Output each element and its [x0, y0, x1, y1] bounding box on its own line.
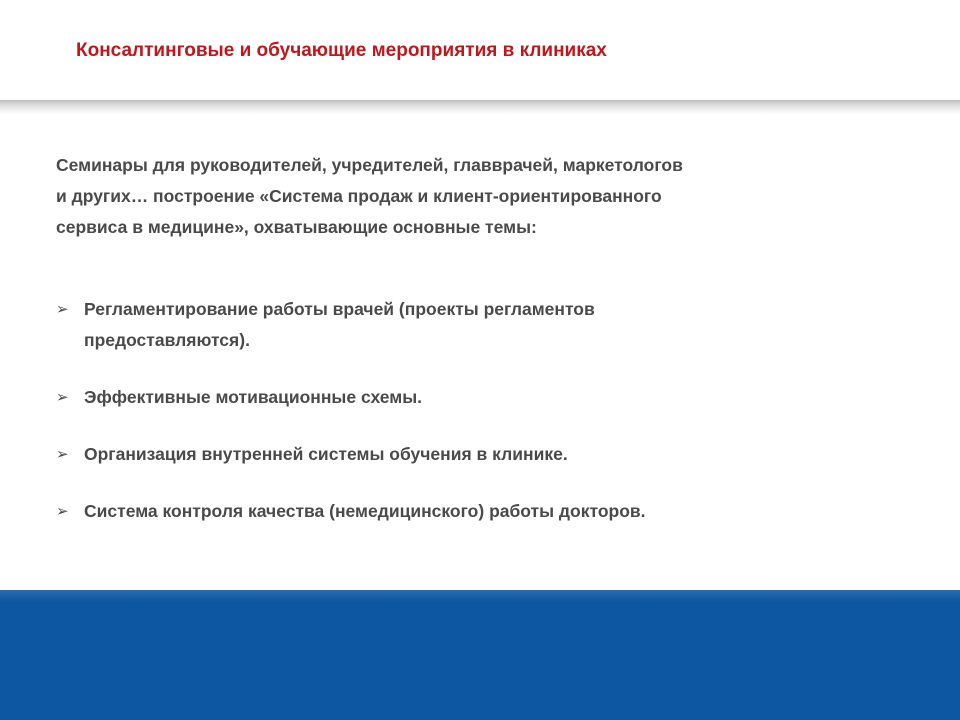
list-item-text: Организация внутренней системы обучения в клинике. [84, 444, 568, 464]
slide-title: Консалтинговые и обучающие мероприятия в клиниках [76, 40, 607, 61]
list-item [56, 496, 736, 527]
list-item-text: Эффективные мотивационные схемы. [84, 387, 423, 407]
list-item [56, 294, 736, 356]
footer-band [0, 590, 960, 720]
arrow-bullet-icon: ➢ [56, 301, 69, 318]
intro-paragraph: Семинары для руководителей, учредителей, главврачей, маркетологов и других… построение «Система продаж и клиент-ориентированного сервиса в медицине», охватывающие основные темы: [56, 155, 683, 237]
header-divider [0, 100, 960, 114]
topics-list [56, 294, 736, 527]
list-item [56, 382, 736, 413]
footer-band-highlight [0, 590, 960, 602]
arrow-bullet-icon: ➢ [56, 446, 69, 463]
arrow-bullet-icon: ➢ [56, 503, 69, 520]
list-item-text: Система контроля качества (немедицинского) работы докторов. [84, 501, 646, 521]
arrow-bullet-icon: ➢ [56, 389, 69, 406]
list-item-text: Регламентирование работы врачей (проекты регламентов предоставляются). [84, 299, 595, 350]
slide-header [0, 0, 960, 102]
list-item [56, 439, 736, 470]
